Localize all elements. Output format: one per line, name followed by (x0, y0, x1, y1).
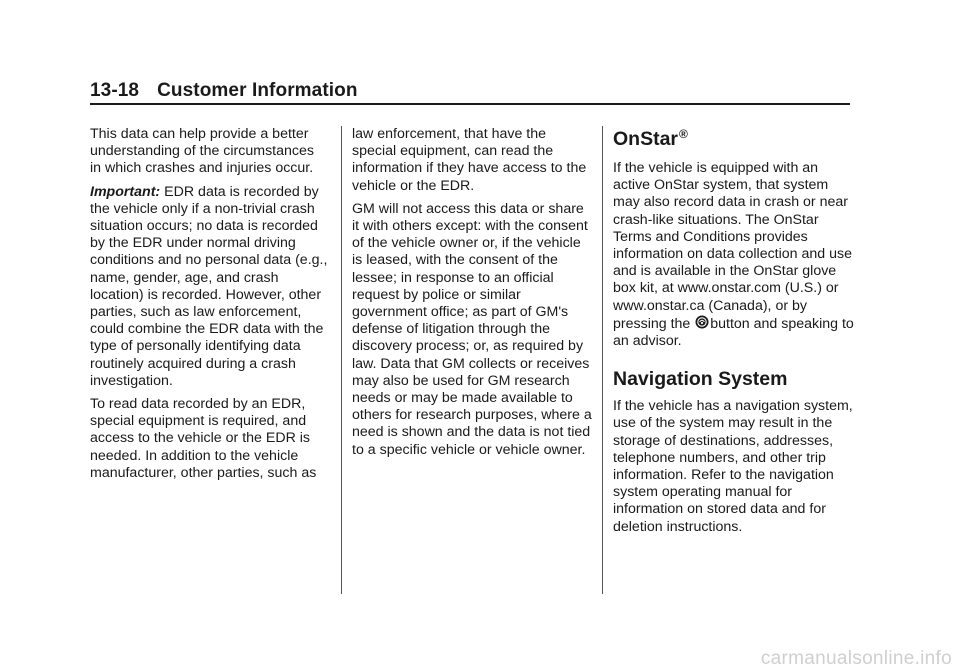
navigation-system-paragraph: If the vehicle has a navigation system, use of the system may result in the storage of destinations, addresses, telephone numbers, and other trip information. Refer to the navigation system operating manual for information on stored data and for deletion instructions. (613, 398, 853, 535)
onstar-button-icon (695, 315, 709, 329)
column-divider-right (602, 126, 603, 594)
onstar-paragraph (613, 160, 858, 350)
law-enforcement-paragraph: law enforcement, that have the special equipment, can read the information if they have access to the vehicle or the EDR. (352, 126, 587, 194)
section-title: Customer Information (157, 80, 358, 101)
important-label: Important: (90, 183, 161, 200)
edr-circumstances-paragraph: This data can help provide a better understanding of the circumstances in which crashes and injuries occur. (90, 126, 314, 177)
important-text: EDR data is recorded by the vehicle only if a non-trivial crash situation occurs; no data is recorded by the EDR under normal driving conditions and no personal data (e.g., name, gender, age, and crash location) is recorded. However, other parties, such as law enforcement, could combine the EDR data with the type of personally identifying data routinely acquired during a crash investigation. (90, 183, 328, 389)
column-2 (352, 126, 592, 465)
column-divider-left (341, 126, 342, 594)
onstar-text-after: button and speaking to an advisor. (613, 315, 854, 350)
column-3 (613, 128, 858, 542)
registered-mark: ® (679, 126, 688, 141)
gm-access-paragraph: GM will not access this data or share it with others except: with the consent of the vehicle owner or, if the vehicle is leased, with the consent of the lessee; in response to an official request by police or similar government office; as part of GM's defense of litigation through the discovery process; or, as required by law. Data that GM collects or receives may also be used for GM research needs or may be made available to others for research purposes, where a need is shown and the data is not tied to a specific vehicle or vehicle owner. (352, 200, 592, 458)
page-number: 13-18 (90, 80, 140, 101)
page-header (90, 80, 358, 102)
edr-read-data-paragraph: To read data recorded by an EDR, special equipment is required, and access to the vehicle or the EDR is needed. In addition to the vehicle manufacturer, other parties, such as (90, 396, 317, 481)
watermark: carmanualsonline.info (760, 648, 952, 669)
onstar-heading-text: OnStar (613, 128, 679, 150)
column-1 (90, 126, 328, 488)
navigation-system-heading: Navigation System (613, 368, 788, 391)
header-rule (90, 103, 850, 105)
onstar-text-before: If the vehicle is equipped with an active OnStar system, that system may also record data in crash or near crash-like situations. The OnStar Terms and Conditions provides information on data collection and use and is available in the OnStar glove box kit, at www.onstar.com (U.S.) or www.onstar.ca (Canada), or by pressing the (613, 160, 852, 332)
onstar-heading (613, 128, 858, 150)
edr-important-paragraph (90, 184, 328, 390)
